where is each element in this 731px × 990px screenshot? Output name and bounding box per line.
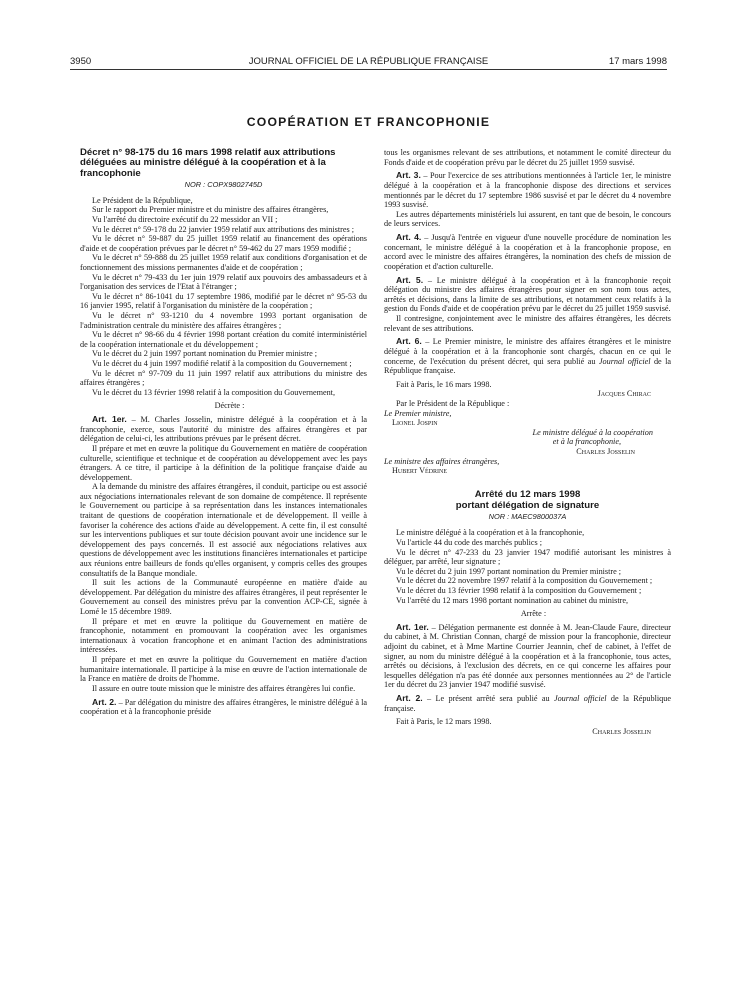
preamble-line: Sur le rapport du Premier ministre et du ministre des affaires étrangères, — [92, 205, 329, 215]
preamble-line: Vu le décret du 2 juin 1997 portant nomination du Premier ministre ; — [396, 566, 622, 576]
article-label: Art. 3. — [396, 170, 421, 181]
article-label: Art. 6. — [396, 336, 422, 347]
article-text: – Pour l'exercice de ses attributions mentionnées à l'article 1er, le ministre délégué à la coopération et à la francophonie dispose des directions et services mentionnés par le décret du 17 septembre 1986 susvisé et par le décret du 4 novembre 1993 susvisé. — [384, 171, 671, 210]
article-paragraph: A la demande du ministre des affaires étrangères, il conduit, participe ou est associé aux négociations internationales relevant de son domaine de compétence. Il représente le Gouvernement ou participe à sa représentation dans les instances internationales traitant de questions de coopération internationale et de développement. Il veille à favoriser la cohérence des actions d'aide au développement. A cette fin, il est consulté sur les interventions publiques et sur toute décision pouvant avoir une incidence sur le développement des pays concernés. Il est associé aux négociations relatives aux questions de développement avec les institutions financières internationales et participe aux réunions entre bailleurs de fonds qu'elles organisent, y compris celles des groupes consultatifs de la Banque mondiale. — [80, 482, 367, 578]
preamble-line: Vu le décret n° 98-66 du 4 février 1998 portant création du comité interministériel de la coopération internationale et du développement ; — [80, 330, 367, 349]
article-paragraph: Il suit les actions de la Communauté européenne en matière d'aide au développement. Par délégation du ministre des affaires étrangères, il peut représenter le Gouvernement au conseil des ministres prévu par la convention ACP-CE, signée à Lomé le 15 décembre 1989. — [80, 578, 367, 617]
article-5 — [384, 276, 671, 314]
min-ae-title: Le ministre des affaires étrangères, — [384, 456, 500, 466]
preamble-line: Le ministre délégué à la coopération et à la francophonie, — [396, 528, 585, 538]
done-at: Fait à Paris, le 12 mars 1998. — [396, 717, 492, 727]
article-text: – Le ministre délégué à la coopération et à la francophonie reçoit délégation du ministre des affaires étrangères pour signer en son nom tous actes, arrêtés et décisions, dans la limite de ses attributions, et notamment ceux relatifs à la gestion du Fonds d'aide et de coopération prévu par le décret du 25 juillet 1959 susvisé. — [384, 275, 671, 314]
running-header — [70, 56, 667, 68]
article-text: – Par délégation du ministre des affaires étrangères, le ministre délégué à la coopération et à la francophonie préside — [80, 697, 367, 717]
preamble-line: Le Président de la République, — [92, 195, 193, 205]
section-title: COOPÉRATION ET FRANCOPHONIE — [246, 115, 491, 129]
article-label: Art. 1er. — [92, 414, 127, 425]
right-column — [384, 148, 671, 984]
header-rule — [70, 69, 667, 70]
article-4 — [384, 233, 671, 271]
arrete-title-1: Arrêté du 12 mars 1998 — [474, 488, 581, 500]
article-label: Art. 2. — [92, 696, 117, 707]
page-number: 3950 — [70, 56, 92, 67]
article-text: – M. Charles Josselin, ministre délégué à la coopération et à la francophonie, exerce, sous l'autorité du ministre des affaires étrangères et par délégation de celui-ci, les attributions prévues par le présent décret. — [80, 415, 367, 444]
preamble-line: Vu le décret n° 86-1041 du 17 septembre 1986, modifié par le décret n° 95-53 du 16 janvier 1995, relatif à l'organisation du ministère de la coopération ; — [80, 291, 367, 311]
journal-officiel-ref: Journal officiel — [553, 694, 607, 704]
signature-president: Jacques Chirac — [597, 389, 651, 399]
article-text: de la République française. — [384, 356, 671, 376]
arrete-nor: NOR : MAEC9800037A — [488, 512, 567, 522]
decree-decrete: Décrète : — [214, 401, 245, 411]
pm-name: Lionel Jospin — [392, 418, 438, 428]
article-2 — [80, 698, 367, 717]
article-text: – Le Premier ministre, le ministre des affaires étrangères et le ministre délégué à la coopération et à la francophonie sont chargés, chacun en ce qui le concerne, de l'exécution du présent décret, qui sera publié au — [384, 337, 671, 366]
article-text: de la République française. — [384, 694, 671, 713]
article-2-continued: tous les organismes relevant de ses attributions, et notamment le comité directeur du Fonds d'aide et de coopération prévu par le décret du 25 juillet 1959 susvisé. — [384, 148, 671, 167]
done-at: Fait à Paris, le 16 mars 1998. — [396, 379, 492, 389]
article-paragraph: Il prépare et met en œuvre la politique du Gouvernement en matière de francophonie, notamment en promouvant la coopération avec les organismes internationaux à vocation francophone et en animant l'action des administrations intéressées. — [80, 616, 367, 655]
min-ae-name: Hubert Védrine — [392, 466, 448, 476]
journal-title: JOURNAL OFFICIEL DE LA RÉPUBLIQUE FRANÇAISE — [248, 56, 489, 67]
article-6 — [384, 337, 671, 375]
article-1 — [80, 415, 367, 444]
signature-minister: Charles Josselin — [592, 727, 651, 736]
preamble-line: Vu le décret du 13 février 1998 relatif à la composition du Gouvernement ; — [396, 585, 642, 595]
preamble-line: Vu le décret n° 59-888 du 25 juillet 1959 relatif aux conditions d'organisation et de fonctionnement des missions permanentes d'aide et de coopération ; — [80, 253, 367, 273]
min-coop-title-1: Le ministre délégué à la coopération — [532, 427, 653, 437]
preamble-line: Vu le décret du 13 février 1998 relatif à la composition du Gouvernement, — [92, 387, 336, 397]
preamble-line: Vu l'arrêté du 12 mars 1998 portant nomination au cabinet du ministre, — [396, 595, 628, 605]
article-3 — [384, 171, 671, 209]
by-president: Par le Président de la République : — [396, 399, 510, 408]
preamble-line: Vu le décret n° 93-1210 du 4 novembre 1993 portant organisation de l'administration centrale du ministère des affaires étrangères ; — [80, 311, 367, 330]
issue-date: 17 mars 1998 — [608, 56, 667, 67]
preamble-line: Vu le décret du 22 novembre 1997 relatif à la composition du Gouvernement ; — [396, 576, 653, 586]
article-text: – Le présent arrêté sera publié au — [422, 694, 554, 704]
preamble-line: Vu le décret n° 97-709 du 11 juin 1997 relatif aux attributions du ministre des affaires étrangères ; — [80, 368, 367, 388]
preamble-line: Vu le décret n° 47-233 du 23 janvier 1947 modifié autorisant les ministres à déléguer, par arrêté, leur signature ; — [384, 547, 671, 567]
min-coop-title-2: et à la francophonie, — [552, 437, 621, 447]
decree-nor: NOR : COPX9802745D — [184, 179, 263, 189]
article-paragraph: Les autres départements ministériels lui assurent, en tant que de besoin, le concours de leurs services. — [384, 209, 671, 229]
preamble-line: Vu le décret du 2 juin 1997 portant nomination du Premier ministre ; — [92, 349, 318, 359]
preamble-line: Vu le décret n° 59-887 du 25 juillet 1959 relatif au financement des opérations d'aide et de coopération prévues par le décret n° 59-462 du 27 mars 1959 modifié ; — [80, 234, 367, 253]
preamble-line: Vu le décret n° 59-178 du 22 janvier 1959 relatif aux attributions des ministres ; — [92, 224, 354, 234]
pm-title: Le Premier ministre, — [384, 408, 452, 418]
journal-officiel-ref: Journal officiel — [598, 356, 651, 366]
article-label: Art. 4. — [396, 232, 422, 243]
article-paragraph: Il prépare et met en œuvre la politique du Gouvernement en matière d'action humanitaire internationale. Il participe à la mise en œuvre de l'action internationale de la France en matière de droits de l'homme. — [80, 654, 367, 684]
article-label: Art. 1er. — [396, 621, 429, 632]
preamble-line: Vu l'article 44 du code des marchés publics ; — [396, 537, 543, 547]
article-label: Art. 2. — [396, 693, 423, 704]
arrete-article-1 — [384, 623, 671, 690]
article-paragraph: Il prépare et met en œuvre la politique du Gouvernement en matière de coopération culturelle, scientifique et technique et de coopération au développement avec les pays étrangers. A ce titre, il participe à la définition de la politique française d'aide au développement. — [80, 443, 367, 482]
preamble-line: Vu le décret n° 79-433 du 1er juin 1979 relatif aux pouvoirs des ambassadeurs et à l'organisation des services de l'Etat à l'étranger ; — [80, 272, 367, 292]
arrete-article-2 — [384, 694, 671, 713]
article-text: – Jusqu'à l'entrée en vigueur d'une nouvelle procédure de nomination les concernant, le ministre délégué à la coopération et à la francophonie propose, en accord avec le ministre des affaires étrangères, la nomination des chefs de mission de coopération et d'action culturelle. — [384, 233, 671, 271]
min-coop-name: Charles Josselin — [576, 446, 635, 456]
article-paragraph: Il assure en outre toute mission que le ministre des affaires étrangères lui confie. — [92, 683, 356, 693]
spacer — [384, 476, 671, 490]
article-paragraph: Il contresigne, conjointement avec le ministre des affaires étrangères, les décrets relevant de ses attributions. — [384, 314, 671, 333]
article-label: Art. 5. — [396, 274, 424, 285]
left-column — [80, 148, 367, 984]
arrete-word: Arrête : — [520, 609, 547, 619]
arrete-title-2: portant délégation de signature — [455, 500, 600, 512]
preamble-line: Vu l'arrêté du directoire exécutif du 22 messidor an VII ; — [92, 215, 278, 225]
decree-title: Décret n° 98-175 du 16 mars 1998 relatif aux attributions déléguées au ministre délégué à la coopération et à la francophonie — [80, 148, 336, 179]
article-text: – Délégation permanente est donnée à M. Jean-Claude Faure, directeur du cabinet, à M. Christian Connan, chargé de mission pour la francophonie, directeur adjoint du cabinet, et à Mme Martine Courrier Jeannin, chef de cabinet, à l'effet de signer, au nom du ministre délégué à la coopération et à la francophonie, tous actes, arrêtés ou décisions, à l'exclusion des décrets, en ce qui concerne les affaires pour lesquelles délégation n'a pas été donnée aux personnes mentionnées au 2° de l'article 1er du décret du 23 janvier 1947 modifié susvisé. — [384, 622, 671, 690]
preamble-line: Vu le décret du 4 juin 1997 modifié relatif à la composition du Gouvernement ; — [92, 358, 352, 368]
